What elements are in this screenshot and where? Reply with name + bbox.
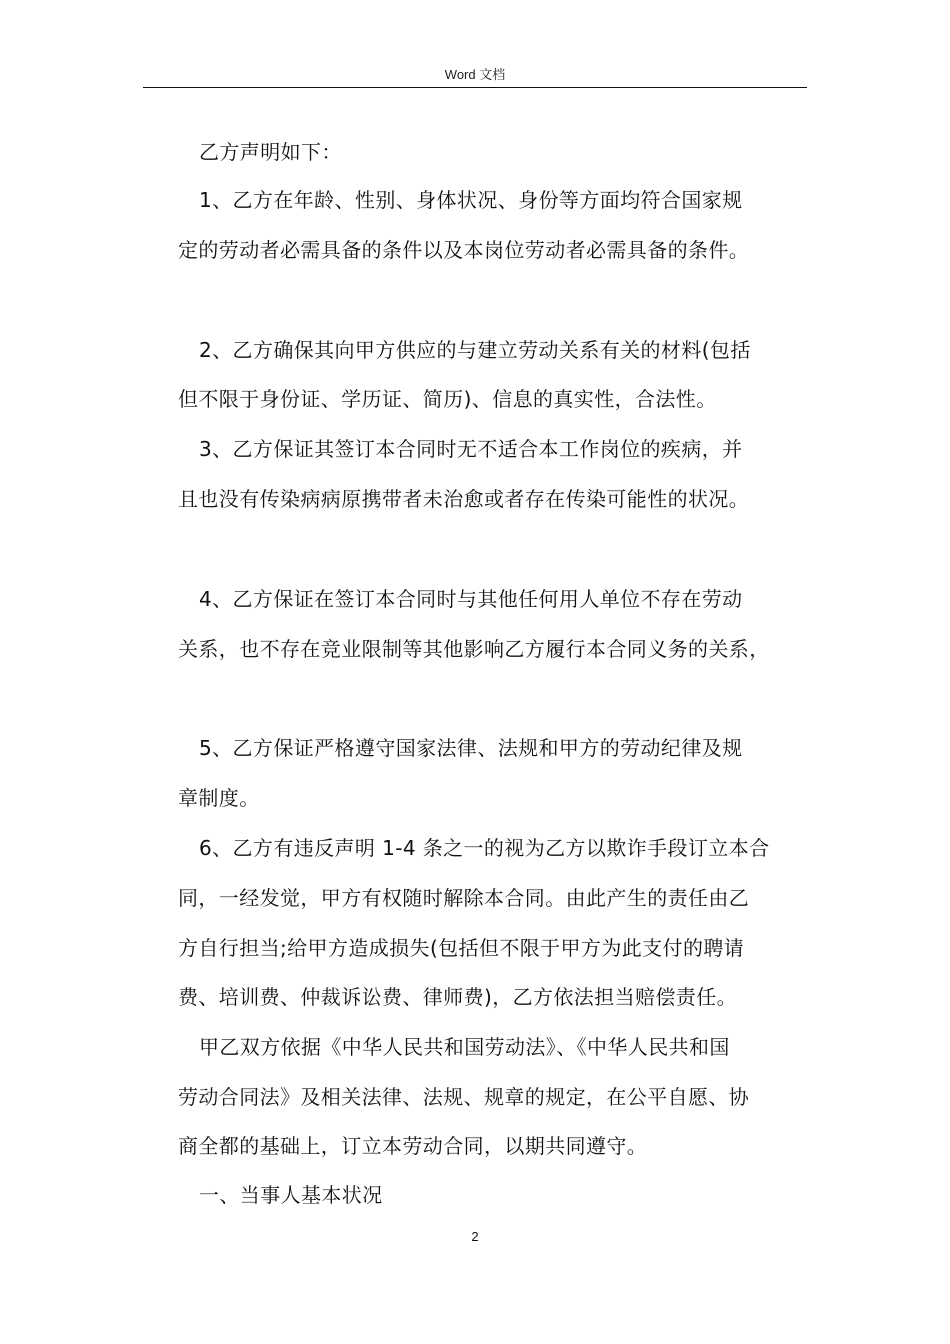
text-line: 6、乙方有违反声明 1-4 条之一的视为乙方以欺诈手段订立本合 — [199, 836, 770, 860]
text-line: 甲乙双方依据《中华人民共和国劳动法》、《中华人民共和国 — [199, 1035, 730, 1059]
text-line: 5、乙方保证严格遵守国家法律、法规和甲方的劳动纪律及规 — [199, 736, 743, 760]
section-heading: 一、当事人基本状况 — [199, 1183, 383, 1207]
text-line: 定的劳动者必需具备的条件以及本岗位劳动者必需具备的条件。 — [178, 238, 750, 262]
page-header: Word 文档 — [444, 67, 506, 82]
text-line: 4、乙方保证在签订本合同时与其他任何用人单位不存在劳动 — [199, 587, 743, 611]
text-line: 同，一经发觉，甲方有权随时解除本合同。由此产生的责任由乙 — [178, 886, 750, 910]
text-line: 2、乙方确保其向甲方供应的与建立劳动关系有关的材料(包括 — [199, 338, 751, 362]
text-line: 且也没有传染病病原携带者未治愈或者存在传染可能性的状况。 — [178, 487, 750, 511]
header-rule — [143, 87, 807, 88]
text-line: 3、乙方保证其签订本合同时无不适合本工作岗位的疾病，并 — [199, 437, 743, 461]
text-line: 劳动合同法》及相关法律、法规、规章的规定，在公平自愿、协 — [178, 1085, 750, 1109]
text-line: 但不限于身份证、学历证、简历)、信息的真实性，合法性。 — [178, 387, 717, 411]
page-number: 2 — [471, 1229, 479, 1244]
text-line: 费、培训费、仲裁诉讼费、律师费)，乙方依法担当赔偿责任。 — [178, 985, 738, 1009]
text-line: 方自行担当;给甲方造成损失(包括但不限于甲方为此支付的聘请 — [178, 936, 745, 960]
text-line: 关系，也不存在竞业限制等其他影响乙方履行本合同义务的关系， — [178, 637, 770, 661]
text-line: 乙方声明如下： — [199, 140, 342, 164]
text-line: 1、乙方在年龄、性别、身体状况、身份等方面均符合国家规 — [199, 188, 743, 212]
text-line: 章制度。 — [178, 786, 260, 810]
text-line: 商全都的基础上，订立本劳动合同，以期共同遵守。 — [178, 1134, 648, 1158]
